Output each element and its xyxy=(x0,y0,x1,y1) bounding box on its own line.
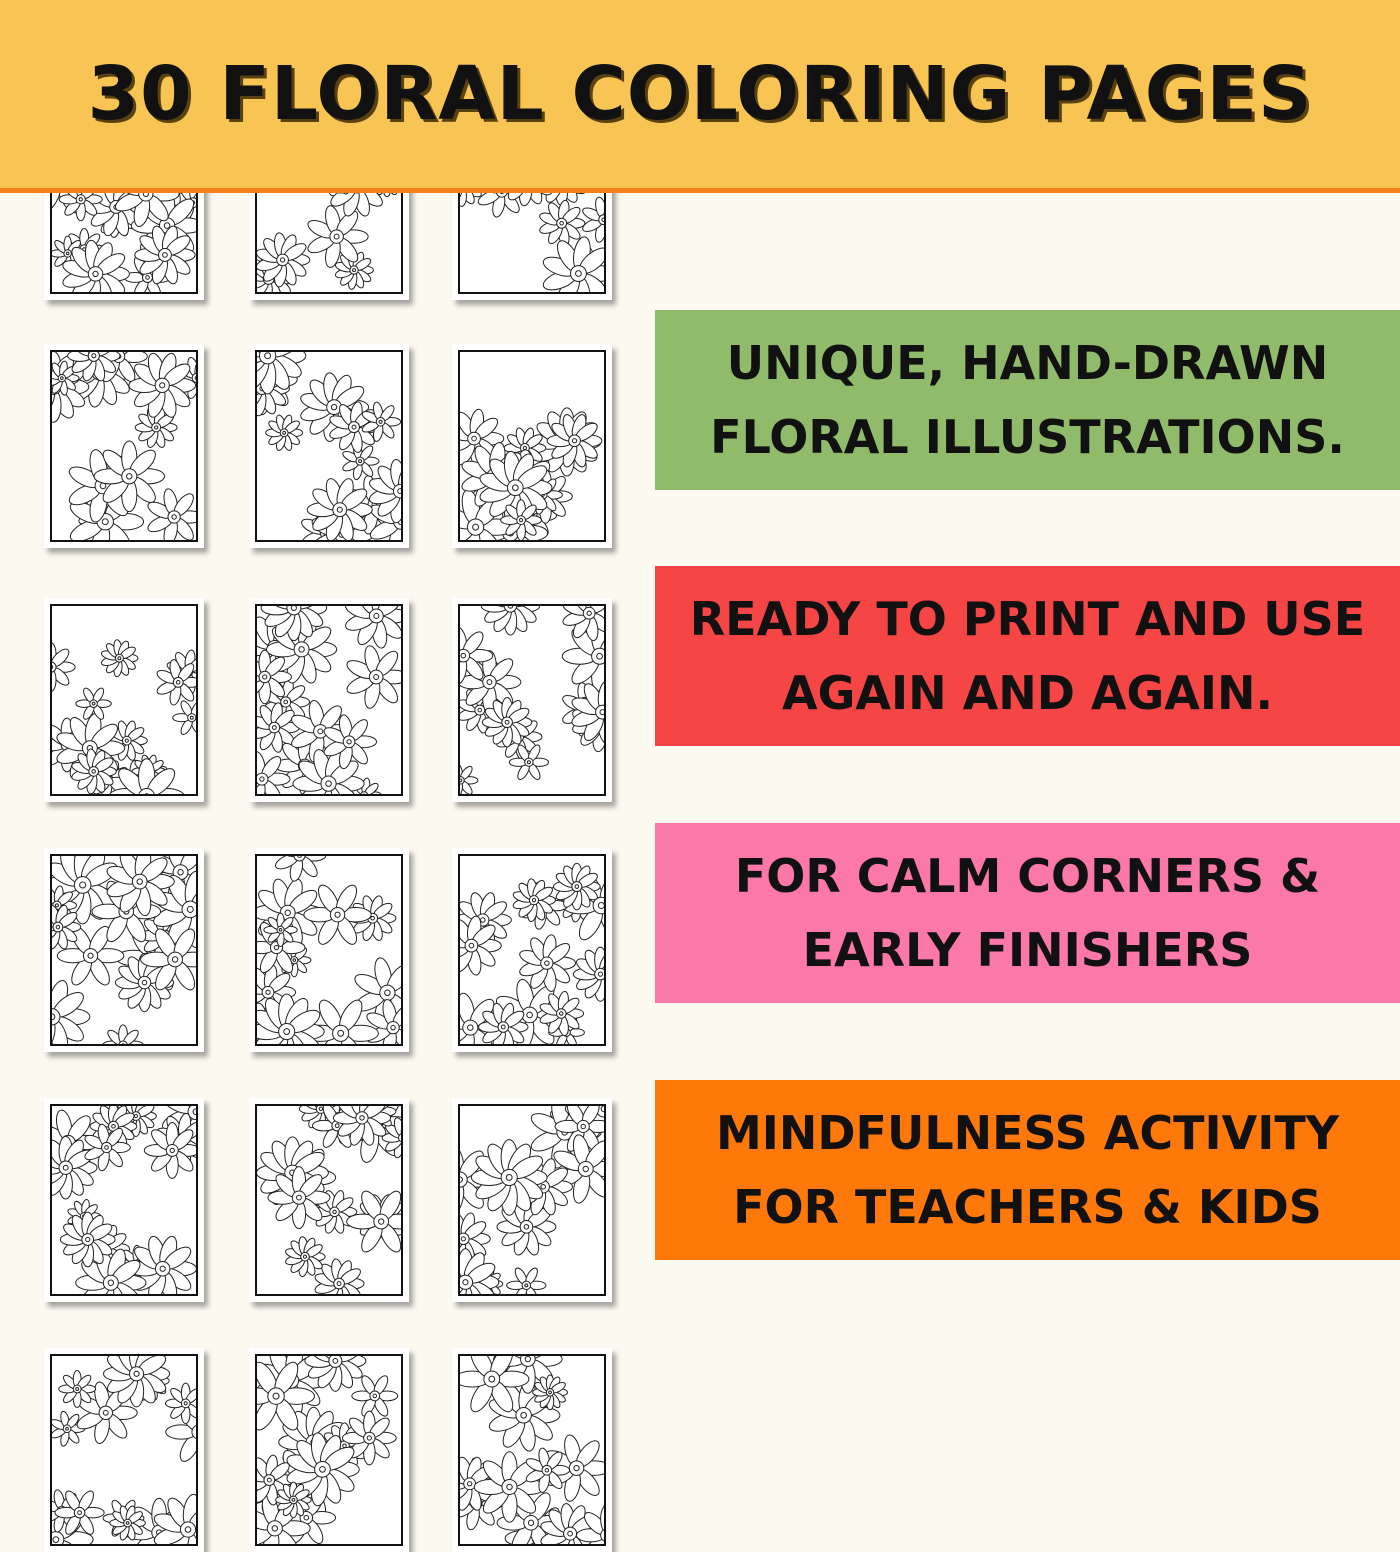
title-banner xyxy=(0,0,1400,193)
floral-coloring-page-icon xyxy=(50,604,198,796)
coloring-page-thumbnail xyxy=(249,598,409,802)
feature-text-line: UNIQUE, HAND-DRAWN xyxy=(727,326,1328,400)
coloring-page-thumbnail xyxy=(44,1348,204,1552)
floral-coloring-page-icon xyxy=(458,1354,606,1546)
floral-coloring-page-icon xyxy=(458,854,606,1046)
coloring-page-thumbnail xyxy=(44,848,204,1052)
coloring-page-thumbnail xyxy=(44,1098,204,1302)
feature-banner-hand-drawn xyxy=(655,310,1400,490)
feature-text-line: FLORAL ILLUSTRATIONS. xyxy=(710,400,1345,474)
coloring-page-thumbnail xyxy=(249,848,409,1052)
page-title: 30 FLORAL COLORING PAGES xyxy=(88,51,1313,137)
floral-coloring-page-icon xyxy=(255,1104,403,1296)
floral-coloring-page-icon xyxy=(50,854,198,1046)
floral-coloring-page-icon xyxy=(458,604,606,796)
feature-text-line: FOR TEACHERS & KIDS xyxy=(733,1170,1322,1244)
floral-coloring-page-icon xyxy=(50,350,198,542)
feature-banner-print xyxy=(655,566,1400,746)
floral-coloring-page-icon xyxy=(50,1104,198,1296)
coloring-page-thumbnail xyxy=(452,1348,612,1552)
floral-coloring-page-icon xyxy=(255,854,403,1046)
coloring-page-thumbnail xyxy=(249,1098,409,1302)
coloring-page-thumbnail xyxy=(249,1348,409,1552)
coloring-page-thumbnail xyxy=(44,344,204,548)
feature-text-line: MINDFULNESS ACTIVITY xyxy=(716,1096,1339,1170)
feature-banner-mindfulness xyxy=(655,1080,1400,1260)
coloring-page-thumbnail xyxy=(44,598,204,802)
feature-text-line: FOR CALM CORNERS & xyxy=(735,839,1320,913)
feature-banner-calm-corners xyxy=(655,823,1400,1003)
floral-coloring-page-icon xyxy=(255,604,403,796)
coloring-page-thumbnails xyxy=(0,0,640,1400)
floral-coloring-page-icon xyxy=(458,1104,606,1296)
feature-text-line: AGAIN AND AGAIN. xyxy=(782,656,1273,730)
feature-text-line: EARLY FINISHERS xyxy=(803,913,1253,987)
coloring-page-thumbnail xyxy=(452,598,612,802)
floral-coloring-page-icon xyxy=(255,1354,403,1546)
coloring-page-thumbnail xyxy=(452,848,612,1052)
floral-coloring-page-icon xyxy=(50,1354,198,1546)
floral-coloring-page-icon xyxy=(255,350,403,542)
floral-coloring-page-icon xyxy=(458,350,606,542)
coloring-page-thumbnail xyxy=(452,1098,612,1302)
coloring-page-thumbnail xyxy=(249,344,409,548)
coloring-page-thumbnail xyxy=(452,344,612,548)
feature-text-line: READY TO PRINT AND USE xyxy=(690,582,1365,656)
